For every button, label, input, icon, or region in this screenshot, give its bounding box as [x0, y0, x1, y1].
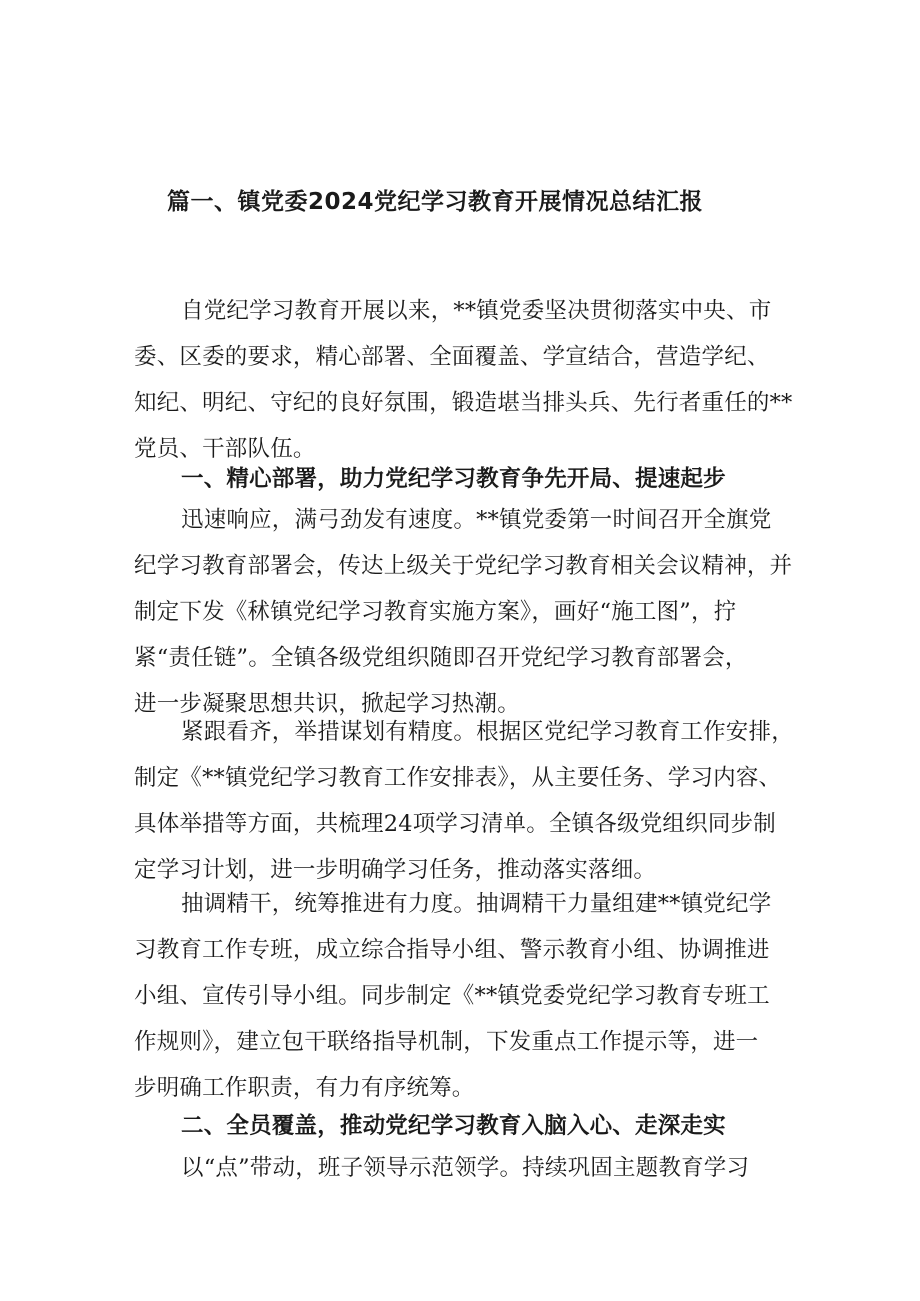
paragraph-line: 定学习计划，进一步明确学习任务，推动落实落细。: [134, 857, 657, 883]
paragraph-line: 习教育工作专班，成立综合指导小组、警示教育小组、协调推进: [134, 937, 770, 963]
intro-line: 知纪、明纪、守纪的良好氛围，锻造堪当排头兵、先行者重任的**: [134, 390, 793, 416]
body-paragraph-4: [134, 1145, 794, 1191]
paragraph-line: 纪学习教育部署会，传达上级关于党纪学习教育相关会议精神，并: [134, 553, 793, 579]
paragraph-line: 迅速响应，满弓劲发有速度。**镇党委第一时间召开全旗党: [181, 507, 772, 533]
paragraph-line: 制定下发《秫镇党纪学习教育实施方案》，画好“施工图”，拧: [134, 599, 737, 625]
paragraph-line: 制定《**镇党纪学习教育工作安排表》，从主要任务、学习内容、: [134, 765, 782, 791]
section-heading-1: 一、精心部署，助力党纪学习教育争先开局、提速起步: [181, 466, 726, 492]
document-title: 篇一、镇党委2024党纪学习教育开展情况总结汇报: [167, 189, 704, 215]
paragraph-line: 紧跟看齐，举措谋划有精度。根据区党纪学习教育工作安排，: [181, 719, 794, 745]
paragraph-line: 小组、宣传引导小组。同步制定《**镇党委党纪学习教育专班工: [134, 983, 770, 1009]
intro-line: 委、区委的要求，精心部署、全面覆盖、学宣结合，营造学纪、: [134, 344, 770, 370]
paragraph-line: 进一步凝聚思想共识，掀起学习热潮。: [134, 691, 520, 717]
paragraph-line: 紧“责任链”。全镇各级党组织随即召开党纪学习教育部署会，: [134, 645, 748, 671]
intro-paragraph: [134, 288, 794, 472]
paragraph-line: 抽调精干，统筹推进有力度。抽调精干力量组建**镇党纪学: [181, 891, 772, 917]
intro-line: 党员、干部队伍。: [134, 436, 316, 462]
body-paragraph-3: [134, 881, 794, 1111]
paragraph-line: 步明确工作职责，有力有序统筹。: [134, 1075, 475, 1101]
paragraph-line: 具体举措等方面，共梳理24项学习清单。全镇各级党组织同步制: [134, 811, 776, 837]
section-heading-2: 二、全员覆盖，推动党纪学习教育入脑入心、走深走实: [181, 1113, 726, 1139]
body-paragraph-1: [134, 497, 794, 727]
intro-line: 自党纪学习教育开展以来，**镇党委坚决贯彻落实中央、市: [181, 298, 772, 324]
body-paragraph-2: [134, 709, 794, 893]
paragraph-line: 作规则》，建立包干联络指导机制，下发重点工作提示等，进一: [134, 1029, 759, 1055]
paragraph-line: 以“点”带动，班子领导示范领学。持续巩固主题教育学习: [181, 1155, 750, 1181]
